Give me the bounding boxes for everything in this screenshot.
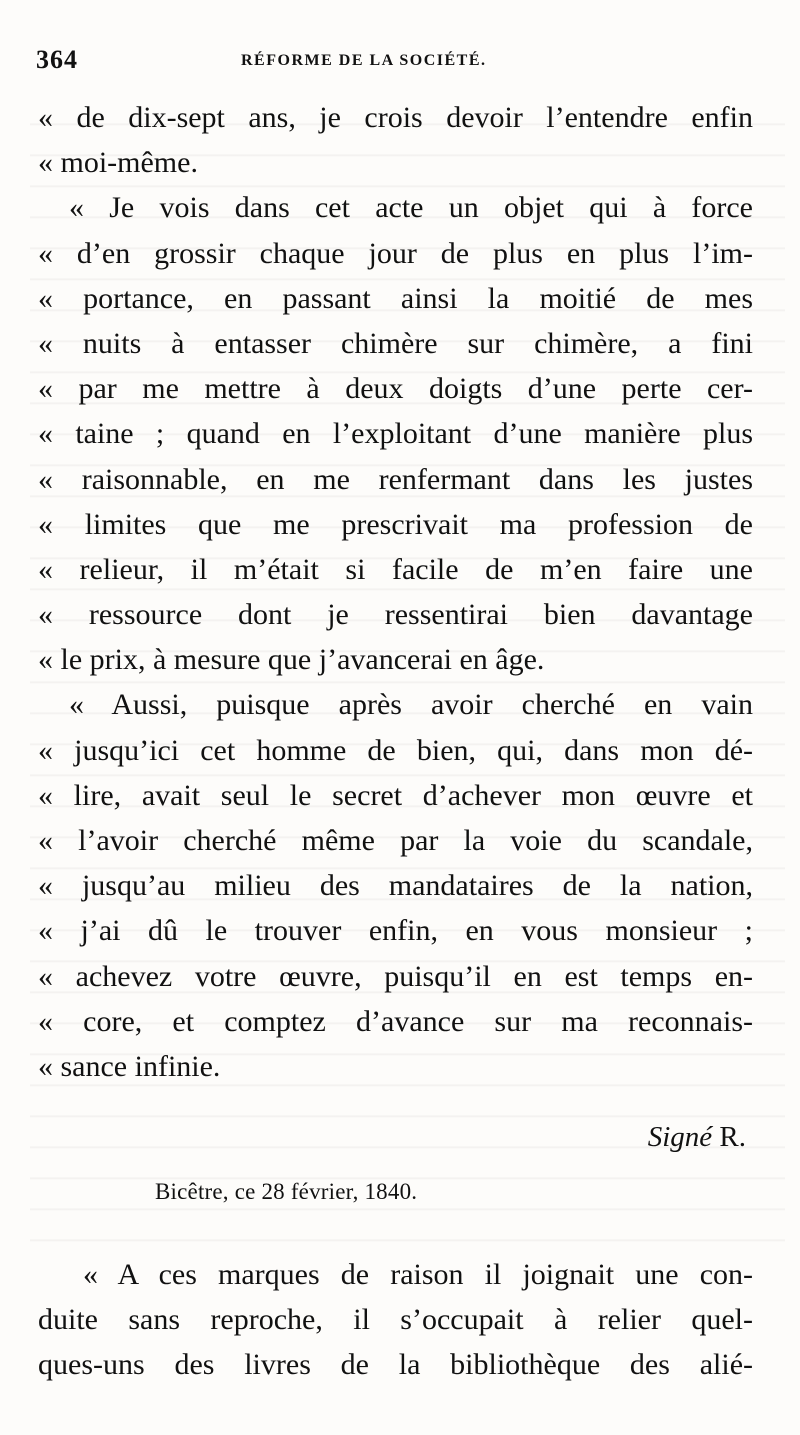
signature <box>648 1117 746 1157</box>
running-head: RÉFORME DE LA SOCIÉTÉ. <box>241 52 487 69</box>
signed-label: Signé <box>647 1121 713 1153</box>
text-line: « nuits à entasser chimère sur chimère, a fini <box>38 326 753 360</box>
text-line: « j’ai dû le trouver enfin, en vous monsieur ; <box>38 914 753 948</box>
letter-text <box>38 95 753 1089</box>
page-header <box>36 46 758 74</box>
page-number: 364 <box>36 45 78 74</box>
signature-initial: R. <box>719 1121 746 1153</box>
text-line: « jusqu’ici cet homme de bien, qui, dans mon dé- <box>38 733 753 767</box>
text-line: « par me mettre à deux doigts d’une perte cer- <box>38 372 753 406</box>
text-line: « d’en grossir chaque jour de plus en plus l’im- <box>38 236 753 270</box>
text-line: « sance infinie. <box>38 1049 221 1083</box>
narrative-text <box>38 1252 753 1388</box>
text-line: « Aussi, puisque après avoir cherché en vain <box>69 688 753 722</box>
text-line: « A ces marques de raison il joignait une con- <box>83 1258 753 1291</box>
text-line: « le prix, à mesure que j’avancerai en âge. <box>38 643 545 677</box>
text-line: « moi-même. <box>38 146 198 180</box>
text-line: « l’avoir cherché même par la voie du scandale, <box>38 824 753 857</box>
text-line: ques-uns des livres de la bibliothèque des alié- <box>38 1348 753 1382</box>
text-line: « lire, avait seul le secret d’achever mon œuvre et <box>38 778 753 812</box>
text-line: « Je vois dans cet acte un objet qui à force <box>69 191 753 225</box>
text-line: « raisonnable, en me renfermant dans les justes <box>38 462 753 496</box>
text-line: « relieur, il m’était si facile de m’en faire une <box>38 552 753 586</box>
text-line: « portance, en passant ainsi la moitié de mes <box>38 281 753 315</box>
text-line: « de dix-sept ans, je crois devoir l’entendre enfin <box>38 101 753 134</box>
text-line: « ressource dont je ressentirai bien davantage <box>38 598 753 632</box>
text-line: « achevez votre œuvre, puisqu’il en est temps en- <box>38 959 753 993</box>
text-line: duite sans reproche, il s’occupait à relier quel- <box>38 1303 753 1337</box>
text-line: « jusqu’au milieu des mandataires de la nation, <box>38 869 753 903</box>
text-line: « core, et comptez d’avance sur ma reconnais- <box>38 1004 753 1038</box>
text-line: « limites que me prescrivait ma profession de <box>38 507 753 541</box>
text-line: « taine ; quand en l’exploitant d’une manière plus <box>38 417 753 451</box>
location-date: Bicêtre, ce 28 février, 1840. <box>155 1179 418 1204</box>
